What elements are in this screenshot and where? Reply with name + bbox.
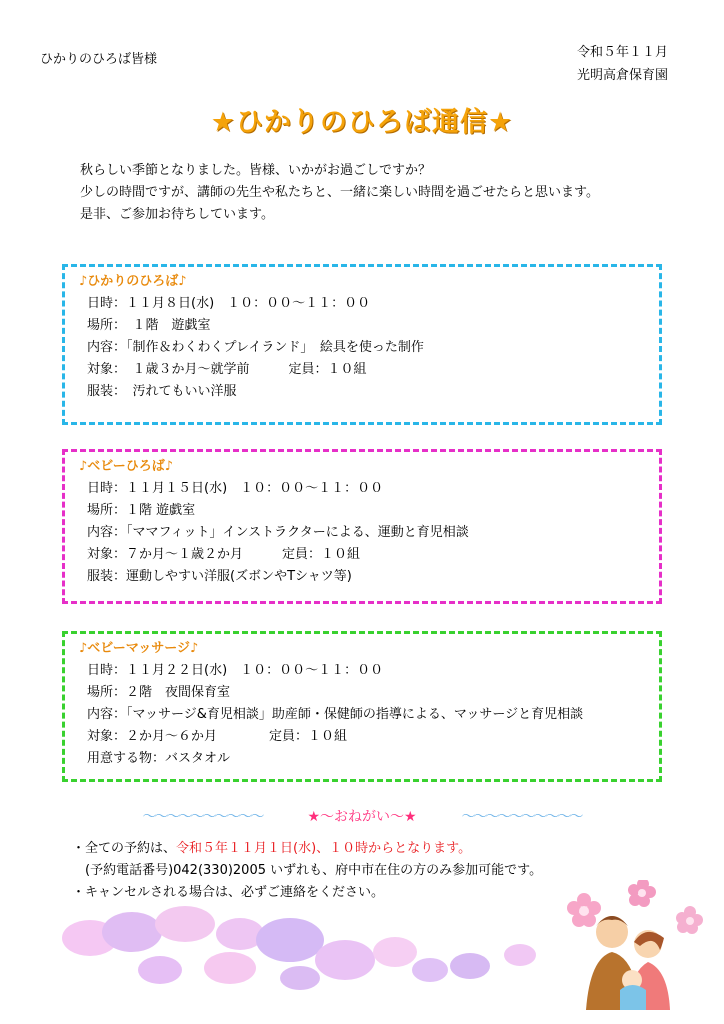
notice-highlight: 令和５年１１月１日(水)、１０時からとなります。 bbox=[176, 841, 472, 856]
intro-line: 是非、ご参加お待ちしています。 bbox=[80, 207, 274, 222]
event-date: 日時：１１月８日(水) １０：００～１１：００ bbox=[87, 296, 371, 311]
event-items: 用意する物：バスタオル bbox=[87, 751, 231, 766]
event-target: 対象： １歳３か月～就学前 定員：１０組 bbox=[87, 362, 367, 377]
event-place: 場所：１階 遊戯室 bbox=[87, 503, 196, 518]
notice-line-phone: (予約電話番号)042(330)2005 いずれも、府中市在住の方のみ参加可能です。 bbox=[72, 863, 543, 878]
event-box-baby-massage bbox=[62, 631, 662, 782]
event-target: 対象：７か月～１歳２か月 定員：１０組 bbox=[87, 547, 361, 562]
notice-header bbox=[0, 806, 724, 826]
date-block bbox=[577, 41, 668, 87]
event-heading: ♪ベビーマッサージ♪ bbox=[79, 641, 199, 656]
notice-line-cancel: ・キャンセルされる場合は、必ずご連絡をください。 bbox=[72, 885, 385, 900]
flower-icon bbox=[567, 893, 601, 927]
event-heading: ♪ベビーひろば♪ bbox=[79, 459, 174, 474]
flower-icon bbox=[676, 906, 703, 934]
event-box-baby-hiroba bbox=[62, 449, 662, 604]
flower-icon bbox=[628, 880, 656, 907]
wave-divider-left: ～～～～～～～～～～ bbox=[142, 809, 263, 825]
issue-date: 令和５年１１月 bbox=[576, 45, 668, 60]
event-heading: ♪ひかりのひろば♪ bbox=[79, 274, 187, 289]
wave-divider-right: ～～～～～～～～～～ bbox=[461, 809, 582, 825]
event-target: 対象：２か月～６か月 定員：１０組 bbox=[87, 729, 348, 744]
event-content: 内容：「マッサージ&育児相談」助産師・保健師の指導による、マッサージと育児相談 bbox=[87, 707, 584, 722]
event-place: 場所： １階 遊戯室 bbox=[87, 318, 211, 333]
addressee: ひかりのひろば皆様 bbox=[40, 52, 158, 67]
organization-name: 光明高倉保育園 bbox=[576, 68, 668, 83]
event-clothing: 服装： 汚れてもいい洋服 bbox=[87, 384, 237, 399]
purple-bubbles-decoration bbox=[62, 906, 536, 990]
notice-prefix: ・全ての予約は、 bbox=[72, 841, 177, 856]
decoration-area bbox=[0, 880, 724, 1024]
event-date: 日時：１１月１５日(水) １０：００～１１：００ bbox=[87, 481, 384, 496]
event-clothing: 服装：運動しやすい洋服(ズボンやTシャツ等) bbox=[87, 569, 352, 584]
notice-title: ★～おねがい～★ bbox=[307, 809, 417, 825]
parents-with-baby-illustration bbox=[567, 880, 703, 1010]
event-date: 日時：１１月２２日(水) １０：００～１１：００ bbox=[87, 663, 384, 678]
intro-line: 少しの時間ですが、講師の先生や私たちと、一緒に楽しい時間を過ごせたらと思います。 bbox=[80, 185, 599, 200]
intro-line: 秋らしい季節となりました。皆様、いかがお過ごしですか？ bbox=[80, 163, 432, 178]
event-content: 内容：「制作＆わくわくプレイランド」 絵具を使った制作 bbox=[87, 340, 424, 355]
newsletter-title: ★ひかりのひろば通信★ bbox=[210, 107, 514, 138]
intro-text bbox=[80, 160, 599, 226]
notice-line-reservation bbox=[72, 838, 542, 860]
event-content: 内容：「ママフィット」インストラクターによる、運動と育児相談 bbox=[87, 525, 469, 540]
event-box-hikari-hiroba bbox=[62, 264, 662, 425]
event-place: 場所：２階 夜間保育室 bbox=[87, 685, 231, 700]
